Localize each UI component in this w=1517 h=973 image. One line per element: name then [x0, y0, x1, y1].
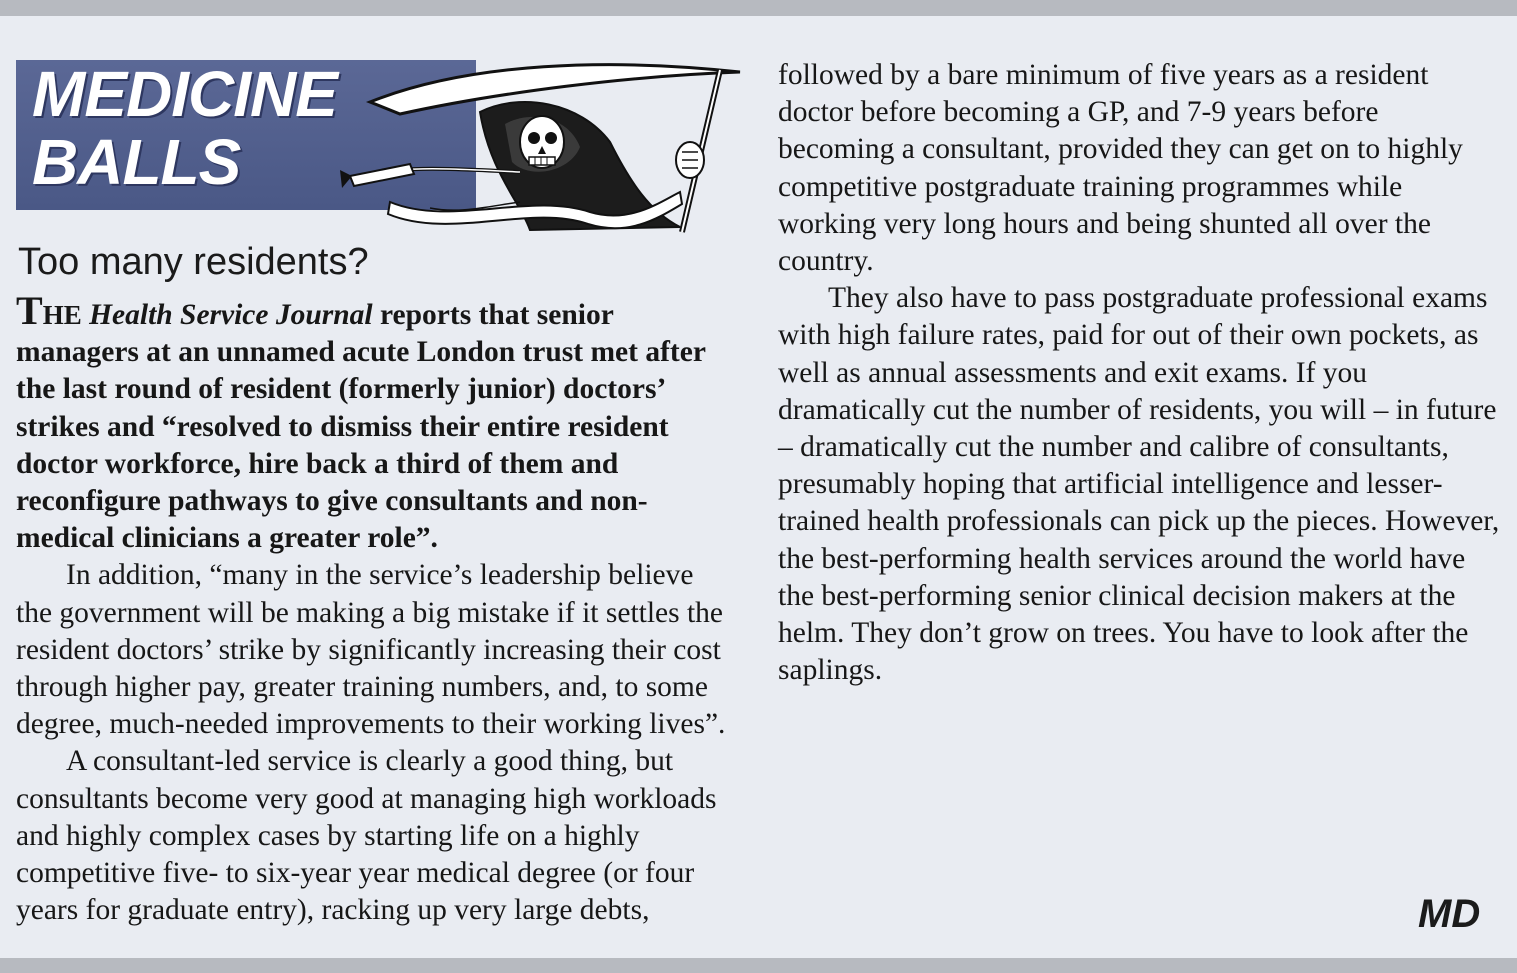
bottom-page-edge — [0, 958, 1517, 973]
column-title — [32, 60, 337, 196]
paragraph-3-continued: followed by a bare minimum of five years as a resident doctor before becoming a GP, and 7-9 years before becoming a consultant, provided they can get on to highly competitive postgraduate training programmes while working very long hours and being shunted all over the country. — [778, 59, 1463, 278]
grim-reaper-illustration — [330, 52, 750, 237]
dart-icon — [350, 164, 414, 186]
column-title-line-1: MEDICINE — [32, 60, 337, 130]
article-column-left — [16, 288, 728, 929]
article-column-right — [778, 57, 1500, 689]
lead-smallcaps: HE — [42, 300, 82, 330]
drop-cap: T — [16, 288, 43, 333]
column-title-line-2: BALLS — [32, 126, 241, 198]
journal-name: Health Service Journal — [89, 299, 373, 331]
lead-paragraph — [16, 288, 728, 557]
article-headline: Too many residents? — [18, 241, 369, 283]
top-page-edge — [0, 0, 1517, 16]
lead-text: reports that senior managers at an unnamed acute London trust met after the last round of resident (formerly junior) doctors’ strikes and “resolved to dismiss their entire resident doctor workforce, hire back a third of them and reconfigure pathways to give consultants and non-medical clinicians a greater role”. — [16, 299, 706, 555]
paragraph-2: In addition, “many in the service’s leadership believe the government will be making a big mistake if it settles the resident doctors’ strike by significantly increasing their cost through higher pay, greater training numbers, and, to some degree, much-needed improvements to their working lives”. — [16, 559, 726, 741]
paragraph-4: They also have to pass postgraduate professional exams with high failure rates, paid for out of their own pockets, as well as annual assessments and exit exams. If you dramatically cut the number of residents, you will – in future – dramatically cut the number and calibre of consultants, presumably hoping that artificial intelligence and lesser-trained health professionals can pick up the pieces. However, the best-performing health services around the world have the best-performing senior clinical decision makers at the helm. They don’t grow on trees. You have to look after the saplings. — [778, 282, 1500, 687]
author-signature: MD — [1418, 892, 1481, 936]
paragraph-3: A consultant-led service is clearly a good thing, but consultants become very good at managing high workloads and highly complex cases by starting life on a highly competitive five- to six-year year medical degree (or four years for graduate entry), racking up very large debts, — [16, 745, 717, 927]
